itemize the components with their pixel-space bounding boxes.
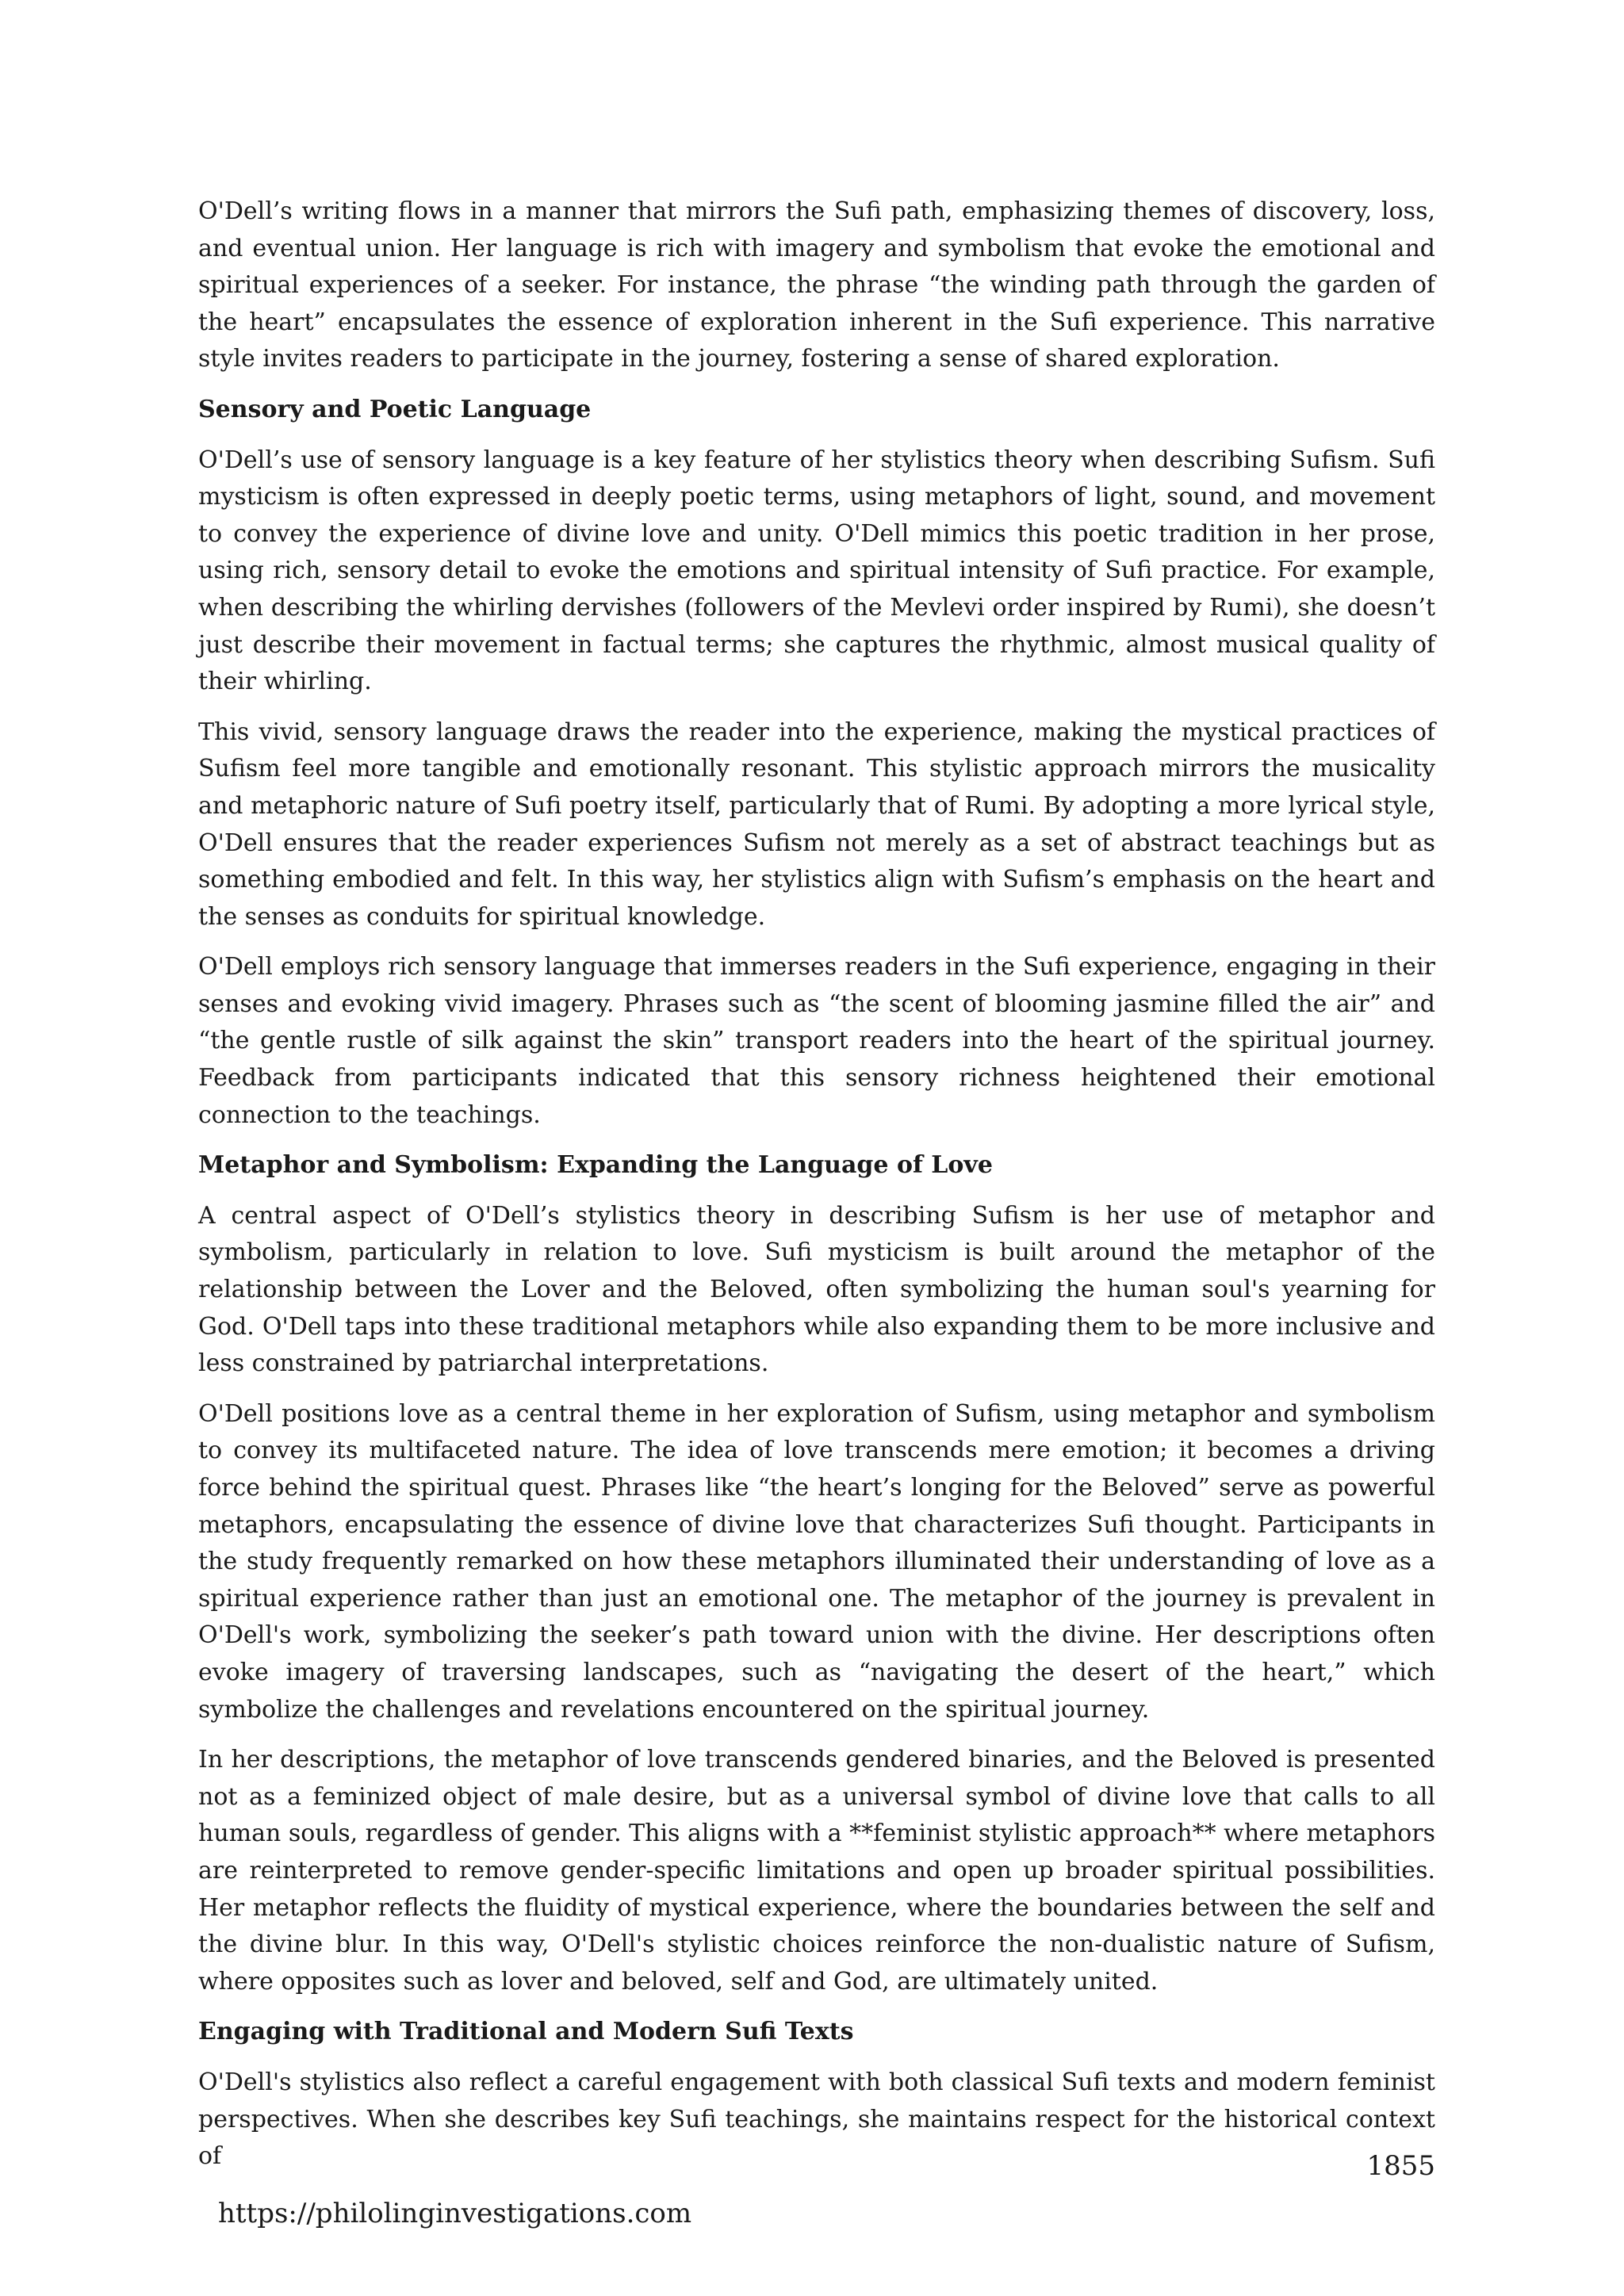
- paragraph: O'Dell's stylistics also reflect a careful engagement with both classical Sufi texts and modern feminist perspectives. When she describes key Sufi teachings, she maintains respect for the historical context of: [198, 2068, 1435, 2171]
- section-heading: Metaphor and Symbolism: Expanding the Language of Love: [198, 1151, 993, 1180]
- paragraph: O'Dell’s writing flows in a manner that mirrors the Sufi path, emphasizing themes of discovery, loss, and eventual union. Her language is rich with imagery and symbolism that evoke the emotional and spiritual experiences of a seeker. For instance, the phrase “the winding path through the garden of the heart” encapsulates the essence of exploration inherent in the Sufi experience. This narrative style invites readers to participate in the journey, fostering a sense of shared exploration.: [198, 197, 1435, 373]
- paragraph: O'Dell employs rich sensory language that immerses readers in the Sufi experience, engaging in their senses and evoking vivid imagery. Phrases such as “the scent of blooming jasmine filled the air” and “the gentle rustle of silk against the skin” transport readers into the heart of the spiritual journey. Feedback from participants indicated that this sensory richness heightened their emotional connection to the teachings.: [198, 953, 1435, 1129]
- article-body: [198, 193, 1435, 2189]
- footer-url[interactable]: https://philolinginvestigations.com: [218, 2198, 692, 2229]
- section-heading: Sensory and Poetic Language: [198, 395, 592, 423]
- page-number: 1855: [1366, 2150, 1435, 2182]
- paragraph: In her descriptions, the metaphor of love transcends gendered binaries, and the Beloved is presented not as a feminized object of male desire, but as a universal symbol of divine love that calls to all human souls, regardless of gender. This aligns with a **feminist stylistic approach** where metaphors are reinterpreted to remove gender-specific limitations and open up broader spiritual possibilities. Her metaphor reflects the fluidity of mystical experience, where the boundaries between the self and the divine blur. In this way, O'Dell's stylistic choices reinforce the non-dualistic nature of Sufism, where opposites such as lover and beloved, self and God, are ultimately united.: [198, 1746, 1435, 1996]
- section-heading: Engaging with Traditional and Modern Sufi Texts: [198, 2018, 854, 2046]
- paragraph: This vivid, sensory language draws the reader into the experience, making the mystical practices of Sufism feel more tangible and emotionally resonant. This stylistic approach mirrors the musicality and metaphoric nature of Sufi poetry itself, particularly that of Rumi. By adopting a more lyrical style, O'Dell ensures that the reader experiences Sufism not merely as a set of abstract teachings but as something embodied and felt. In this way, her stylistics align with Sufism’s emphasis on the heart and the senses as conduits for spiritual knowledge.: [198, 718, 1435, 931]
- paragraph: O'Dell positions love as a central theme in her exploration of Sufism, using metaphor and symbolism to convey its multifaceted nature. The idea of love transcends mere emotion; it becomes a driving force behind the spiritual quest. Phrases like “the heart’s longing for the Beloved” serve as powerful metaphors, encapsulating the essence of divine love that characterizes Sufi thought. Participants in the study frequently remarked on how these metaphors illuminated their understanding of love as a spiritual experience rather than just an emotional one. The metaphor of the journey is prevalent in O'Dell's work, symbolizing the seeker’s path toward union with the divine. Her descriptions often evoke imagery of traversing landscapes, such as “navigating the desert of the heart,” which symbolize the challenges and revelations encountered on the spiritual journey.: [198, 1399, 1435, 1724]
- paragraph: A central aspect of O'Dell’s stylistics theory in describing Sufism is her use of metaphor and symbolism, particularly in relation to love. Sufi mysticism is built around the metaphor of the relationship between the Lover and the Beloved, often symbolizing the human soul's yearning for God. O'Dell taps into these traditional metaphors while also expanding them to be more inclusive and less constrained by patriarchal interpretations.: [198, 1201, 1435, 1378]
- paragraph: O'Dell’s use of sensory language is a key feature of her stylistics theory when describing Sufism. Sufi mysticism is often expressed in deeply poetic terms, using metaphors of light, sound, and movement to convey the experience of divine love and unity. O'Dell mimics this poetic tradition in her prose, using rich, sensory detail to evoke the emotions and spiritual intensity of Sufi practice. For example, when describing the whirling dervishes (followers of the Mevlevi order inspired by Rumi), she doesn’t just describe their movement in factual terms; she captures the rhythmic, almost musical quality of their whirling.: [198, 446, 1435, 696]
